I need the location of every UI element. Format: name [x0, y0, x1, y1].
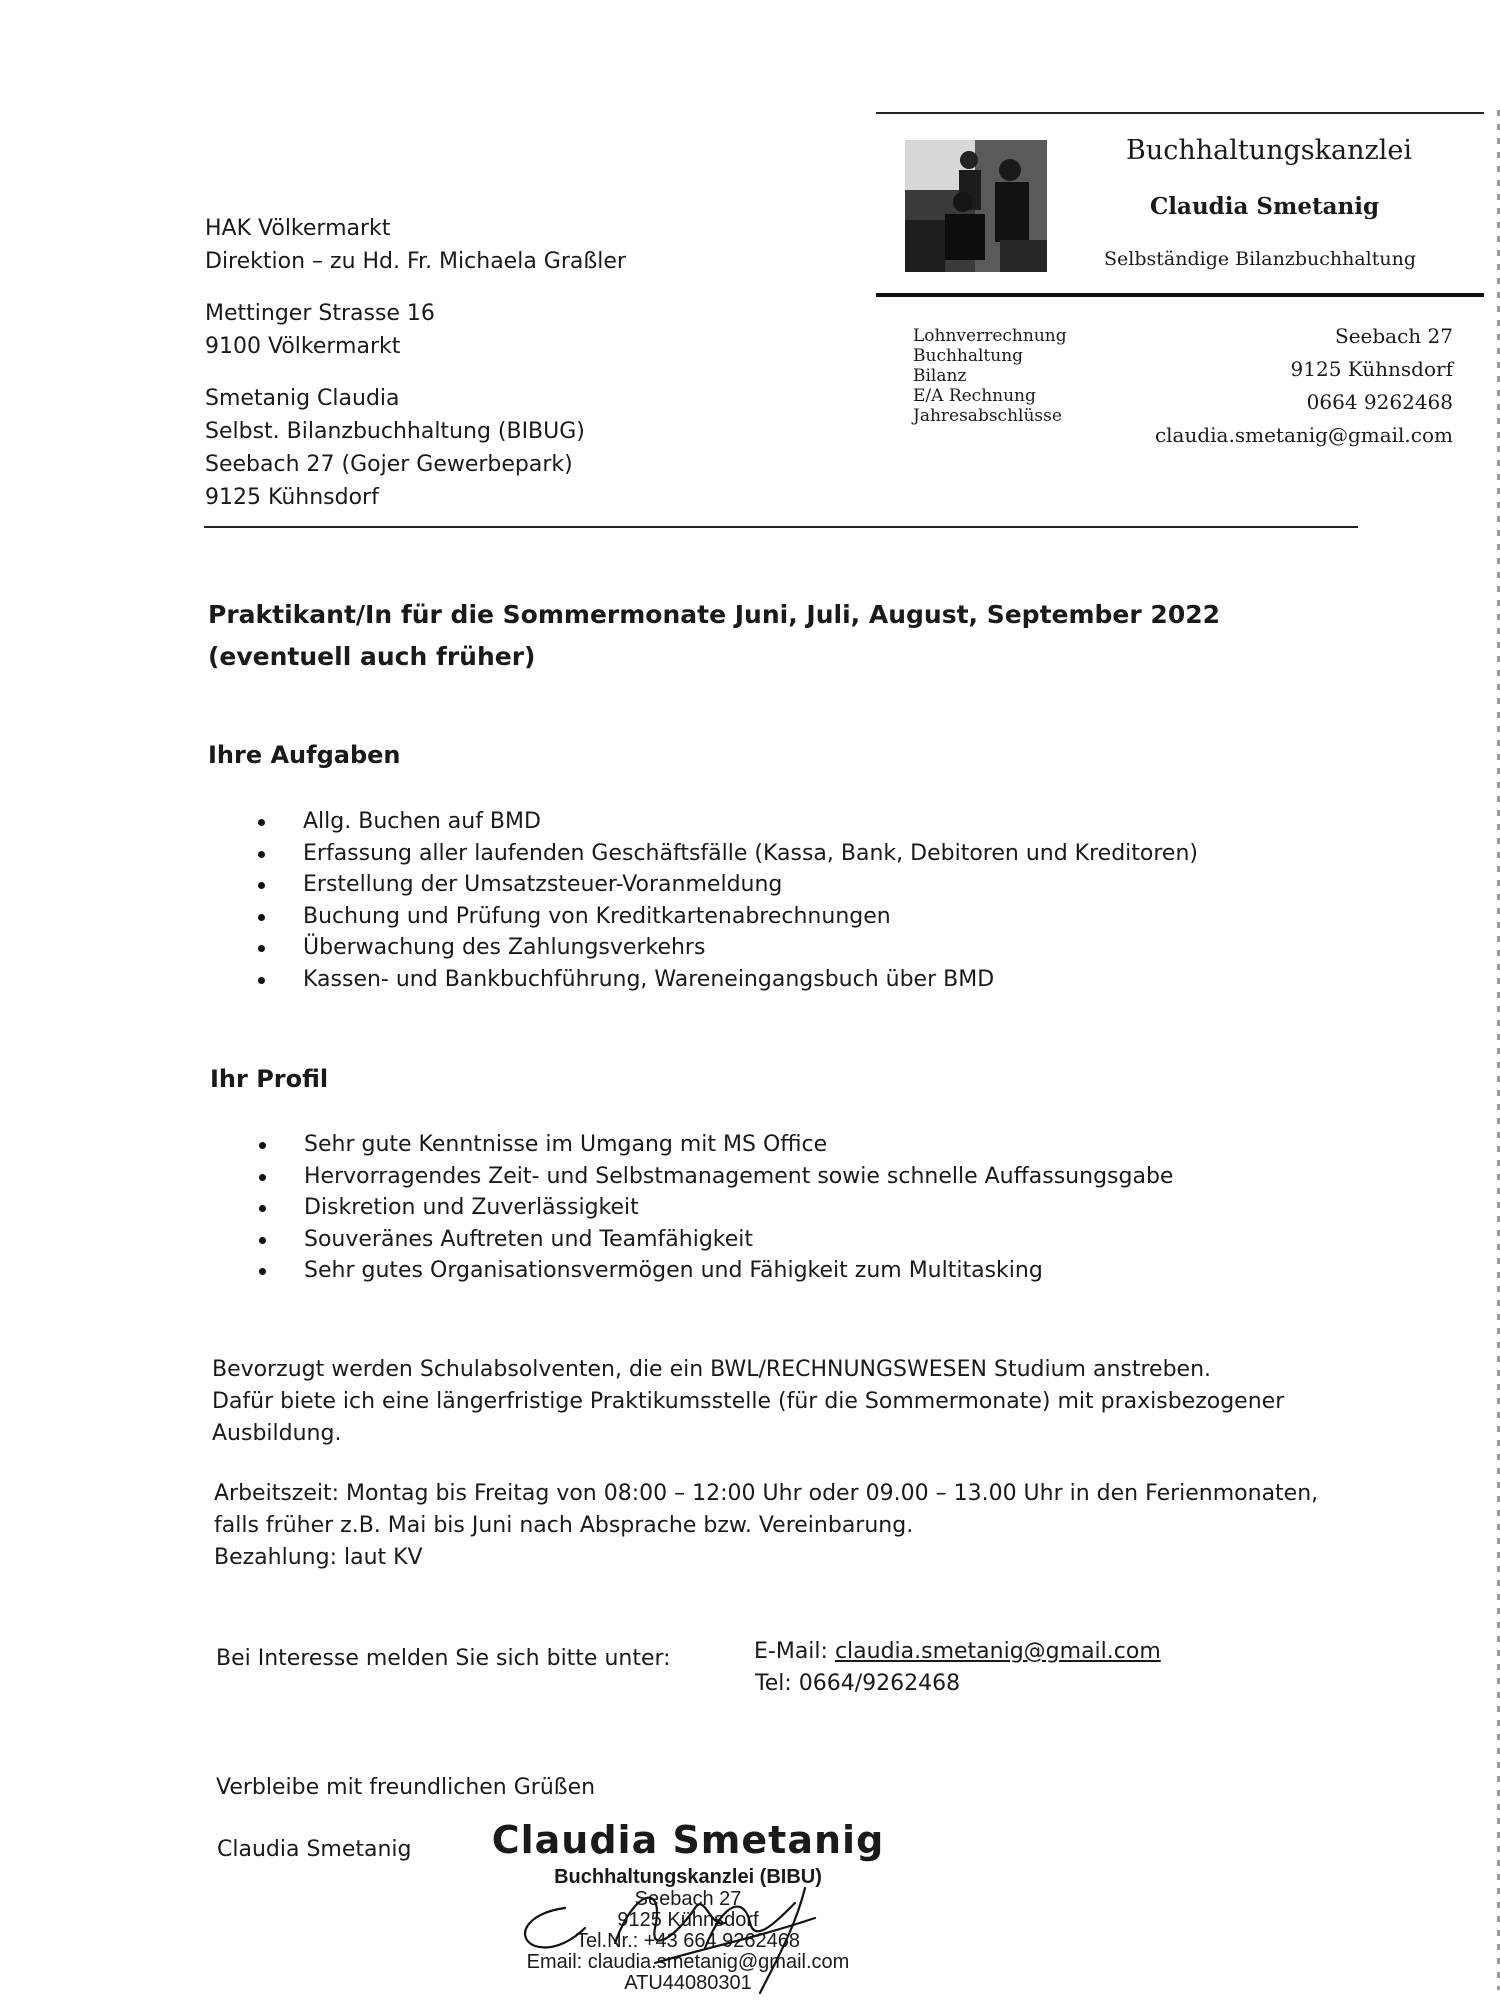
stamp-line: Seebach 27: [634, 1888, 742, 1910]
sender-line: Seebach 27 (Gojer Gewerbepark): [205, 452, 573, 477]
paragraph-line: Bevorzugt werden Schulabsolventen, die ein BWL/RECHNUNGSWESEN Studium anstreben.: [212, 1357, 1212, 1382]
list-item: Sehr gute Kenntnisse im Umgang mit MS Office: [304, 1129, 1173, 1161]
sender-line: Smetanig Claudia: [205, 386, 400, 411]
service-item: Bilanz: [913, 366, 967, 386]
paragraph-line: Bezahlung: laut KV: [214, 1545, 423, 1570]
stamp-line: ATU44080301: [624, 1972, 752, 1994]
stamp-line: 9125 Kühnsdorf: [617, 1909, 759, 1931]
bullet-icon: [258, 945, 265, 952]
email-label: E-Mail:: [754, 1639, 835, 1664]
tasks-list: [303, 806, 1198, 996]
bullet-icon: [259, 1205, 266, 1212]
office-photo: [905, 140, 1047, 272]
list-item: Erfassung aller laufenden Geschäftsfälle (Kassa, Bank, Debitoren und Kreditoren): [303, 838, 1198, 870]
requirements-paragraph: [212, 1354, 1284, 1450]
stamp-firm: Buchhaltungskanzlei (BIBU): [554, 1866, 822, 1888]
list-item: Überwachung des Zahlungsverkehrs: [303, 932, 1198, 964]
bullet-icon: [258, 977, 265, 984]
sender-line: Selbst. Bilanzbuchhaltung (BIBUG): [205, 419, 585, 444]
service-item: E/A Rechnung: [913, 386, 1036, 406]
service-item: Lohnverrechnung: [913, 326, 1067, 346]
job-headline: Praktikant/In für die Sommermonate Juni, Juli, August, September 2022 (eventuell auch früher): [208, 600, 1220, 671]
service-item: Jahresabschlüsse: [913, 406, 1062, 426]
bullet-icon: [258, 819, 265, 826]
letterhead-title: Buchhaltungskanzlei: [1126, 135, 1412, 166]
paragraph-line: falls früher z.B. Mai bis Juni nach Absprache bzw. Vereinbarung.: [214, 1513, 914, 1538]
list-item: Erstellung der Umsatzsteuer-Voranmeldung: [303, 869, 1198, 901]
stamp-line: Tel.Nr.: +43 664 9262468: [575, 1930, 801, 1952]
list-item: Buchung und Prüfung von Kreditkartenabrechnungen: [303, 901, 1198, 933]
contact-phone-line: Tel: 0664/9262468: [755, 1671, 961, 1696]
letterhead-divider: [876, 293, 1484, 297]
letterhead-contact: [1155, 320, 1453, 452]
contact-email-line: [754, 1636, 1161, 1668]
list-item: Kassen- und Bankbuchführung, Wareneingangsbuch über BMD: [303, 964, 1198, 996]
bullet-icon: [259, 1237, 266, 1244]
list-item: Allg. Buchen auf BMD: [303, 806, 1198, 838]
sender-line: 9125 Kühnsdorf: [205, 485, 379, 510]
tasks-heading: Ihre Aufgaben: [208, 741, 401, 769]
profile-heading: Ihr Profil: [210, 1065, 329, 1093]
bullet-icon: [259, 1174, 266, 1181]
recipient-line: HAK Völkermarkt: [205, 216, 391, 241]
stamp-line: Email: claudia.smetanig@gmail.com: [526, 1951, 850, 1973]
bullet-icon: [259, 1268, 266, 1275]
list-item: Hervorragendes Zeit- und Selbstmanagement sowie schnelle Auffassungsgabe: [304, 1161, 1173, 1193]
list-item: Diskretion und Zuverlässigkeit: [304, 1192, 1173, 1224]
services-list: [913, 326, 1067, 426]
recipient-line: 9100 Völkermarkt: [205, 334, 401, 359]
handwritten-signature: [505, 1868, 885, 1998]
contact-phone: 0664 9262468: [1306, 390, 1453, 414]
contact-city: 9125 Kühnsdorf: [1290, 357, 1453, 381]
list-item: Sehr gutes Organisationsvermögen und Fähigkeit zum Multitasking: [304, 1255, 1173, 1287]
email-link[interactable]: claudia.smetanig@gmail.com: [834, 1639, 1161, 1664]
paragraph-line: Ausbildung.: [212, 1421, 342, 1446]
contact-email: claudia.smetanig@gmail.com: [1154, 423, 1453, 447]
letterhead-subtitle: Selbständige Bilanzbuchhaltung: [1104, 248, 1417, 270]
profile-list: [304, 1129, 1173, 1287]
letterhead-top-rule: [876, 112, 1484, 114]
signer-name: Claudia Smetanig: [217, 1837, 412, 1862]
stamp-name: Claudia Smetanig: [491, 1818, 885, 1862]
bullet-icon: [258, 851, 265, 858]
header-separator: [204, 526, 1358, 528]
recipient-line: Direktion – zu Hd. Fr. Michaela Graßler: [205, 249, 626, 274]
service-item: Buchhaltung: [913, 346, 1024, 366]
conditions-paragraph: [214, 1478, 1318, 1574]
bullet-icon: [259, 1142, 266, 1149]
paragraph-line: Arbeitszeit: Montag bis Freitag von 08:00 – 12:00 Uhr oder 09.00 – 13.00 Uhr in den Ferienmonaten,: [214, 1481, 1319, 1506]
contact-street: Seebach 27: [1335, 324, 1453, 348]
list-item: Souveränes Auftreten und Teamfähigkeit: [304, 1224, 1173, 1256]
contact-prompt: Bei Interesse melden Sie sich bitte unter:: [216, 1646, 671, 1671]
paragraph-line: Dafür biete ich eine längerfristige Praktikumsstelle (für die Sommermonate) mit praxisbezogener: [212, 1389, 1285, 1414]
recipient-line: Mettinger Strasse 16: [205, 301, 435, 326]
bullet-icon: [258, 882, 265, 889]
letterhead-name: Claudia Smetanig: [1150, 193, 1380, 220]
bullet-icon: [258, 914, 265, 921]
recipient-address: [205, 212, 626, 514]
closing-greeting: Verbleibe mit freundlichen Grüßen: [216, 1775, 596, 1800]
